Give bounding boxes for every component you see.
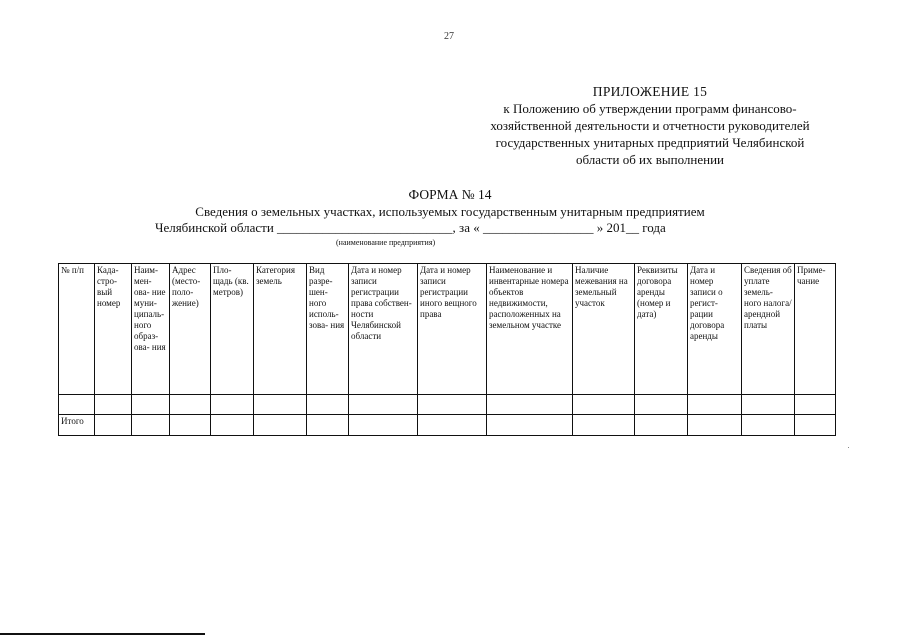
table-cell[interactable] [573, 395, 635, 415]
table-cell[interactable] [635, 395, 688, 415]
table-cell[interactable] [573, 415, 635, 436]
table-cell[interactable] [349, 415, 418, 436]
table-cell[interactable] [59, 395, 95, 415]
land-plots-table [58, 263, 836, 436]
col-header: Наим- мен- ова- ние муни- ципаль- ного образ- ова- ния [132, 264, 170, 395]
table-cell[interactable] [418, 415, 487, 436]
col-header: Пло- щадь (кв. метров) [211, 264, 254, 395]
table-cell[interactable] [132, 415, 170, 436]
enterprise-name-hint: (наименование предприятия) [336, 238, 436, 247]
table-cell[interactable] [635, 415, 688, 436]
appendix-line: государственных унитарных предприятий Челябинской [495, 135, 805, 150]
appendix-line: к Положению об утверждении программ финансово- [503, 101, 797, 116]
col-header: Дата и номер записи регистрации права собствен- ности Челябинской области [349, 264, 418, 395]
col-header: Наличие межевания на земельный участок [573, 264, 635, 395]
table-cell[interactable] [95, 415, 132, 436]
col-header: Када- стро- вый номер [95, 264, 132, 395]
table-cell[interactable] [95, 395, 132, 415]
table-cell[interactable] [211, 415, 254, 436]
table-cell[interactable] [307, 415, 349, 436]
col-header: Реквизиты договора аренды (номер и дата) [635, 264, 688, 395]
col-header: Сведения об уплате земель- ного налога/ арендной платы [742, 264, 795, 395]
table-cell[interactable] [742, 395, 795, 415]
form-heading-block [110, 186, 790, 220]
col-header: Наименование и инвентарные номера объектов недвижимости, расположенных на земельном участке [487, 264, 573, 395]
table-cell[interactable] [487, 395, 573, 415]
appendix-header [440, 83, 860, 168]
table-cell[interactable] [688, 415, 742, 436]
table-cell[interactable] [254, 395, 307, 415]
table-cell[interactable] [418, 395, 487, 415]
form-period-line: Челябинской области ___________________________, за « _________________ » 201__ года [155, 220, 666, 235]
col-header: Категория земель [254, 264, 307, 395]
table-cell[interactable] [132, 395, 170, 415]
col-header: № п/п [59, 264, 95, 395]
table-cell[interactable] [795, 415, 836, 436]
table-total-row [59, 415, 836, 436]
table-cell[interactable] [170, 415, 211, 436]
scan-speck [848, 447, 849, 448]
appendix-title: ПРИЛОЖЕНИЕ 15 [592, 84, 708, 99]
table-cell[interactable] [307, 395, 349, 415]
table-header-row [59, 264, 836, 395]
table-cell[interactable] [211, 395, 254, 415]
table-row [59, 395, 836, 415]
page-number: 27 [444, 31, 454, 42]
table-cell[interactable] [349, 395, 418, 415]
table-cell[interactable] [795, 395, 836, 415]
form-number: ФОРМА № 14 [408, 187, 492, 202]
table-cell[interactable] [254, 415, 307, 436]
col-header: Приме- чание [795, 264, 836, 395]
col-header: Дата и номер записи регистрации иного вещного права [418, 264, 487, 395]
table-cell[interactable] [487, 415, 573, 436]
col-header: Дата и номер записи о регист- рации договора аренды [688, 264, 742, 395]
col-header: Адрес (место- поло- жение) [170, 264, 211, 395]
table-cell[interactable] [742, 415, 795, 436]
bottom-rule [0, 633, 205, 635]
appendix-line: хозяйственной деятельности и отчетности руководителей [490, 118, 810, 133]
appendix-line: области об их выполнении [575, 152, 725, 167]
form-heading: Сведения о земельных участках, используемых государственным унитарным предприятием [195, 204, 705, 219]
table-cell[interactable] [170, 395, 211, 415]
total-label: Итого [59, 415, 95, 436]
col-header: Вид разре- шен- ного исполь- зова- ния [307, 264, 349, 395]
table-cell[interactable] [688, 395, 742, 415]
